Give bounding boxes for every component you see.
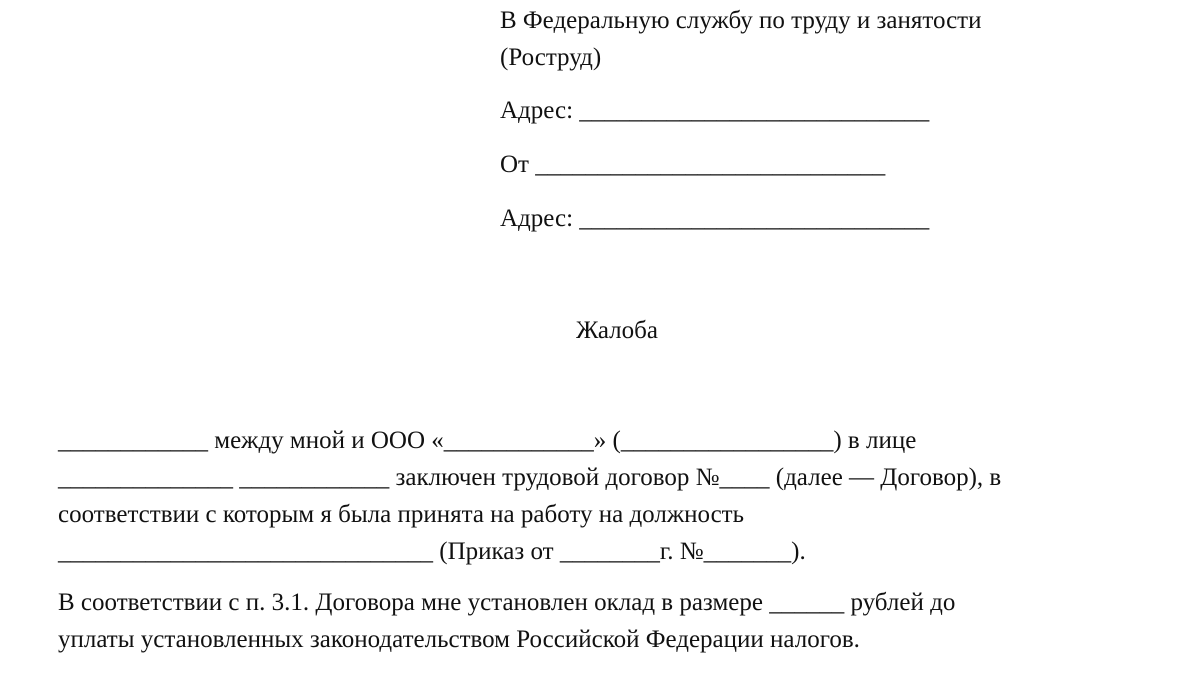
paragraph-line: ______________________________ (Приказ от ________г. №_______). <box>58 538 806 565</box>
recipient-address-field: Адрес: ____________________________ <box>500 97 930 124</box>
document-title: Жалоба <box>576 317 658 344</box>
sender-from-field: От ____________________________ <box>500 151 886 178</box>
recipient-line-1: В Федеральную службу по труду и занятости <box>500 7 982 34</box>
paragraph-line: ____________ между мной и ООО «____________» (_________________) в лице <box>58 427 917 454</box>
recipient-header <box>500 2 1140 237</box>
paragraph-line: уплаты установленных законодательством Российской Федерации налогов. <box>58 626 860 653</box>
sender-address-field: Адрес: ____________________________ <box>500 205 930 232</box>
recipient-line-2: (Роструд) <box>500 44 602 71</box>
paragraph-employment <box>58 422 1158 570</box>
paragraph-line: В соответствии с п. 3.1. Договора мне установлен оклад в размере ______ рублей до <box>58 589 956 616</box>
paragraph-line: соответствии с которым я была принята на работу на должность <box>58 501 745 528</box>
paragraph-salary <box>58 584 1158 658</box>
paragraph-line: ______________ ____________ заключен трудовой договор №____ (далее — Договор), в <box>58 464 1002 491</box>
